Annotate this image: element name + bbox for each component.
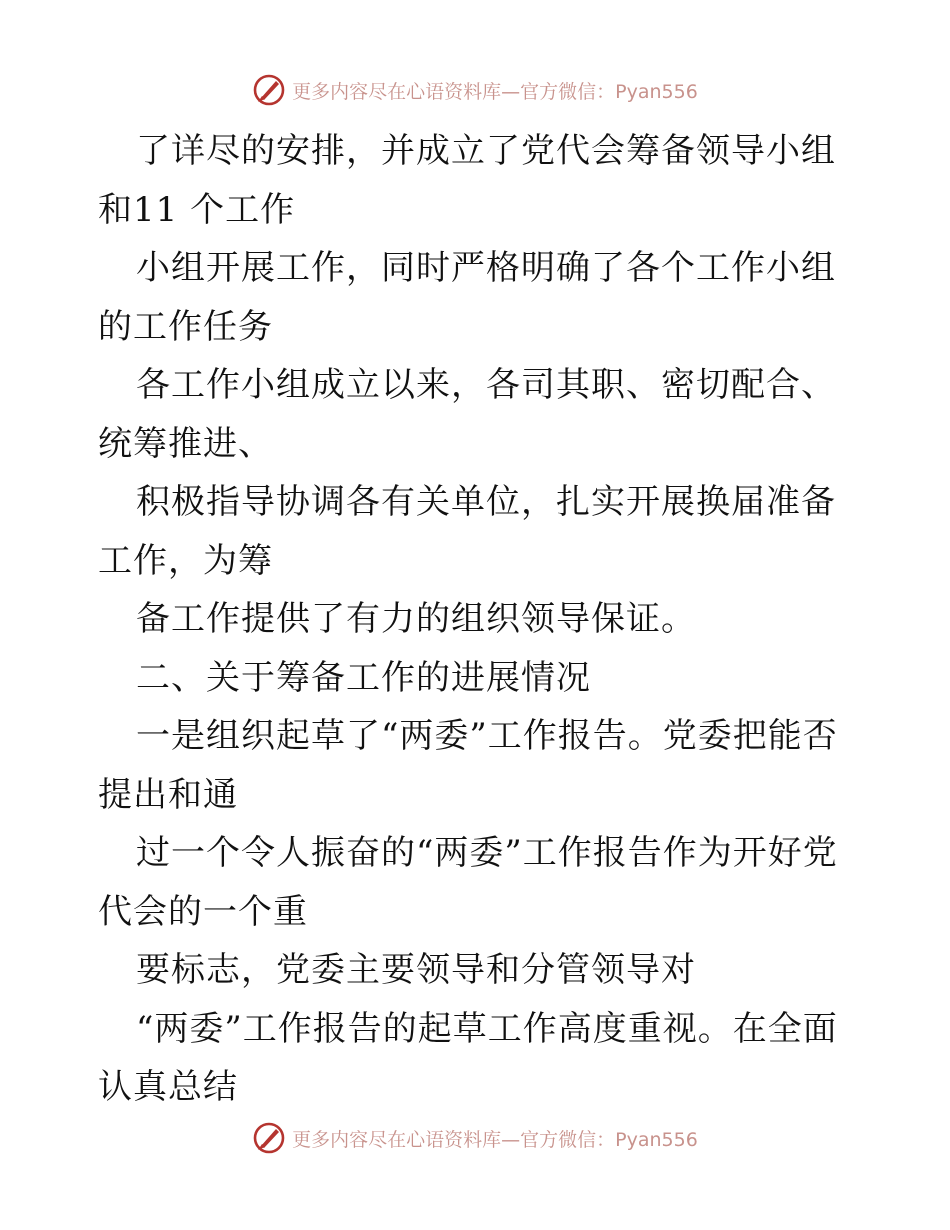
quill-pen-logo-icon [252, 73, 286, 107]
paragraph-7: 过一个令人振奋的“两委”工作报告作为开好党代会的一个重 [98, 833, 838, 932]
page-header-banner [0, 70, 950, 110]
paragraph-6: 一是组织起草了“两委”工作报告。党委把能否提出和通 [98, 716, 838, 815]
quill-pen-logo-icon [252, 1121, 286, 1155]
paragraph-4: 积极指导协调各有关单位，扎实开展换届准备工作，为筹 [98, 482, 836, 581]
paragraph-8: 要标志，党委主要领导和分管领导对 [136, 950, 696, 990]
header-banner-text: 更多内容尽在心语资料库—官方微信：Pyan556 [292, 80, 698, 103]
paragraph-3: 各工作小组成立以来，各司其职、密切配合、统筹推进、 [98, 365, 836, 464]
paragraph-5: 备工作提供了有力的组织领导保证。 [136, 599, 696, 639]
page-footer-banner [0, 1118, 950, 1158]
paragraph-2: 小组开展工作，同时严格明确了各个工作小组的工作任务 [98, 248, 836, 347]
paragraph-9: “两委”工作报告的起草工作高度重视。在全面认真总结 [98, 1008, 838, 1107]
paragraph-1: 了详尽的安排，并成立了党代会筹备领导小组和11 个工作 [98, 131, 836, 230]
document-body [98, 122, 858, 1117]
section-heading: 二、关于筹备工作的进展情况 [136, 657, 591, 698]
footer-banner-text: 更多内容尽在心语资料库—官方微信：Pyan556 [292, 1128, 698, 1151]
